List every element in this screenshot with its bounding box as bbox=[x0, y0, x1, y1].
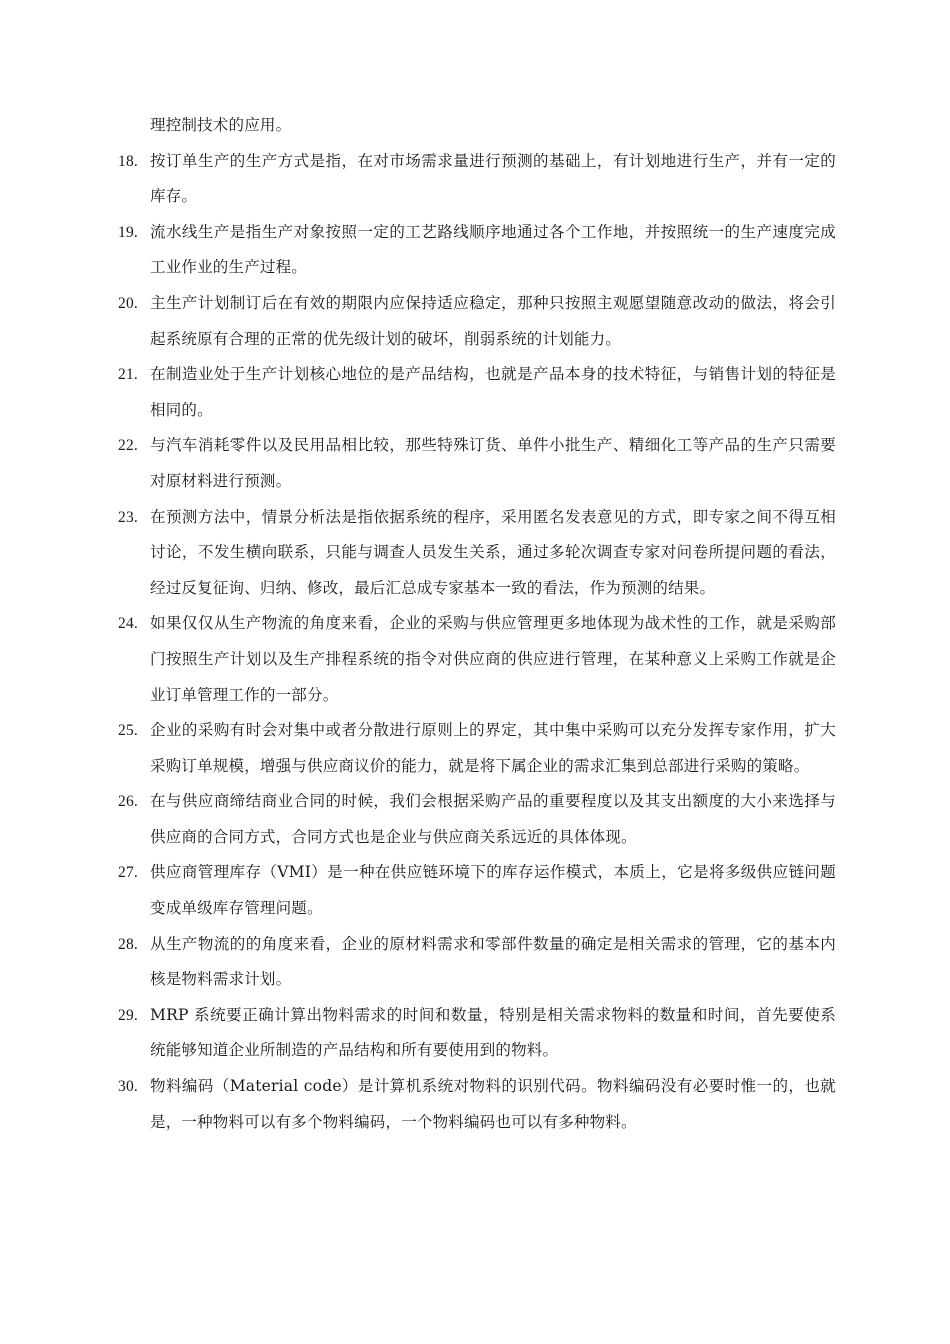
item-number: 28. bbox=[118, 935, 138, 953]
list-item bbox=[118, 215, 836, 286]
item-number: 20. bbox=[118, 294, 138, 312]
document-body bbox=[118, 108, 836, 1140]
item-number: 29. bbox=[118, 1006, 138, 1024]
item-text: 在与供应商缔结商业合同的时候，我们会根据采购产品的重要程度以及其支出额度的大小来选择与供应商的合同方式，合同方式也是企业与供应商关系远近的具体体现。 bbox=[150, 792, 836, 846]
item-number: 23. bbox=[118, 508, 138, 526]
item-text: 如果仅仅从生产物流的角度来看，企业的采购与供应管理更多地体现为战术性的工作，就是采购部门按照生产计划以及生产排程系统的指令对供应商的供应进行管理，在某种意义上采购工作就是企业订单管理工作的一部分。 bbox=[150, 614, 836, 704]
list-item bbox=[118, 998, 836, 1069]
list-item bbox=[118, 855, 836, 926]
item-number: 22. bbox=[118, 437, 138, 455]
item-text: 与汽车消耗零件以及民用品相比较，那些特殊订货、单件小批生产、精细化工等产品的生产只需要对原材料进行预测。 bbox=[150, 436, 836, 490]
item-text: 物料编码（Material code）是计算机系统对物料的识别代码。物料编码没有必要时惟一的，也就是，一种物料可以有多个物料编码，一个物料编码也可以有多种物料。 bbox=[150, 1077, 836, 1131]
item-number: 24. bbox=[118, 615, 138, 633]
list-item bbox=[118, 286, 836, 357]
list-item bbox=[118, 428, 836, 499]
list-item bbox=[118, 500, 836, 607]
item-number: 21. bbox=[118, 366, 138, 384]
item-number: 18. bbox=[118, 152, 138, 170]
item-text: 在预测方法中，情景分析法是指依据系统的程序，采用匿名发表意见的方式，即专家之间不得互相讨论，不发生横向联系，只能与调查人员发生关系，通过多轮次调查专家对问卷所提问题的看法，经过反复征询、归纳、修改，最后汇总成专家基本一致的看法，作为预测的结果。 bbox=[150, 507, 836, 597]
item-text: 主生产计划制订后在有效的期限内应保持适应稳定，那种只按照主观愿望随意改动的做法，将会引起系统原有合理的正常的优先级计划的破坏，削弱系统的计划能力。 bbox=[150, 293, 836, 348]
item-number: 25. bbox=[118, 722, 138, 740]
item-text: 供应商管理库存（VMI）是一种在供应链环境下的库存运作模式，本质上，它是将多级供应链问题变成单级库存管理问题。 bbox=[150, 863, 836, 918]
item-number: 30. bbox=[118, 1078, 138, 1096]
list-item bbox=[118, 927, 836, 998]
continuation-paragraph bbox=[118, 108, 836, 144]
item-number: 26. bbox=[118, 793, 138, 811]
list-item bbox=[118, 713, 836, 784]
list-item bbox=[118, 784, 836, 855]
item-number: 27. bbox=[118, 864, 138, 882]
numbered-list bbox=[118, 144, 836, 1141]
item-text: MRP 系统要正确计算出物料需求的时间和数量，特别是相关需求物料的数量和时间，首先要使系统能够知道企业所制造的产品结构和所有要使用到的物料。 bbox=[150, 1005, 836, 1060]
list-item bbox=[118, 1069, 836, 1140]
item-text: 从生产物流的的角度来看，企业的原材料需求和零部件数量的确定是相关需求的管理，它的基本内核是物料需求计划。 bbox=[150, 934, 836, 989]
item-text: 在制造业处于生产计划核心地位的是产品结构，也就是产品本身的技术特征，与销售计划的特征是相同的。 bbox=[150, 365, 836, 419]
item-text: 企业的采购有时会对集中或者分散进行原则上的界定，其中集中采购可以充分发挥专家作用，扩大采购订单规模，增强与供应商议价的能力，就是将下属企业的需求汇集到总部进行采购的策略。 bbox=[150, 721, 836, 775]
item-text: 按订单生产的生产方式是指，在对市场需求量进行预测的基础上，有计划地进行生产，并有一定的库存。 bbox=[150, 151, 836, 206]
list-item bbox=[118, 357, 836, 428]
item-number: 19. bbox=[118, 223, 138, 241]
item-text: 流水线生产是指生产对象按照一定的工艺路线顺序地通过各个工作地，并按照统一的生产速度完成工业作业的生产过程。 bbox=[150, 222, 836, 277]
paragraph-text: 理控制技术的应用。 bbox=[150, 116, 292, 134]
list-item bbox=[118, 144, 836, 215]
list-item bbox=[118, 606, 836, 713]
